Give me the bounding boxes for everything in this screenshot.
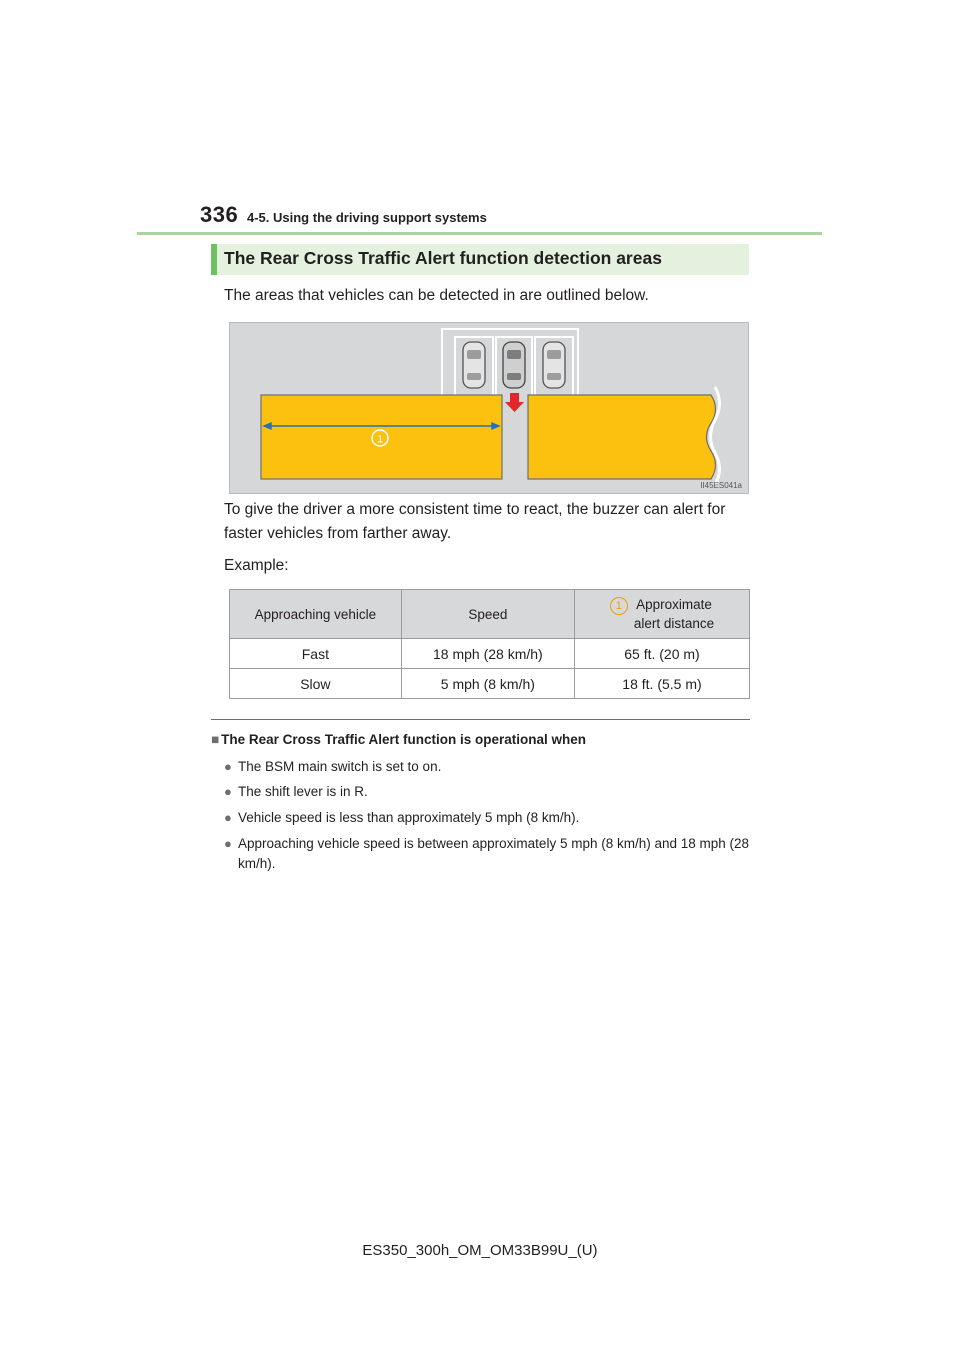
table-header-row [230, 590, 750, 639]
car-icon [463, 342, 485, 388]
cell-distance: 65 ft. (20 m) [574, 639, 749, 669]
chapter-title: 4-5. Using the driving support systems [247, 210, 487, 225]
cell-distance: 18 ft. (5.5 m) [574, 669, 749, 699]
list-item-text: The BSM main switch is set to on. [238, 759, 442, 774]
cell-vehicle: Slow [230, 669, 402, 699]
figure-code: II45ES041a [700, 481, 742, 490]
subsection-heading-text: The Rear Cross Traffic Alert function is operational when [221, 732, 586, 747]
list-item-text: Approaching vehicle speed is between approximately 5 mph (8 km/h) and 18 mph (28 km/h). [238, 836, 750, 871]
section-title: The Rear Cross Traffic Alert function detection areas [224, 248, 662, 268]
list-item-text: The shift lever is in R. [238, 784, 368, 799]
right-detection-zone [528, 395, 716, 479]
example-label: Example: [224, 557, 289, 574]
cell-speed: 5 mph (8 km/h) [401, 669, 574, 699]
bullet-icon: ● [224, 836, 232, 851]
cell-vehicle: Fast [230, 639, 402, 669]
list-item [224, 782, 750, 802]
callout-marker: 1 [610, 597, 628, 615]
list-item [224, 757, 750, 777]
list-item-text: Vehicle speed is less than approximately 5 mph (8 km/h). [238, 810, 580, 825]
bullet-icon: ● [224, 759, 232, 774]
detection-area-figure [229, 322, 749, 494]
detection-area-diagram [230, 323, 748, 493]
column-header-distance [574, 590, 749, 639]
list-item [224, 808, 750, 828]
list-item [224, 834, 750, 874]
column-header-speed: Speed [401, 590, 574, 639]
section-heading-bar [211, 244, 749, 275]
svg-text:1: 1 [376, 433, 384, 446]
reverse-direction-arrow-icon [505, 393, 524, 412]
subsection-divider [211, 719, 750, 720]
alert-distance-table [229, 589, 750, 699]
bullet-icon: ● [224, 784, 232, 799]
square-bullet-icon: ■ [211, 732, 220, 747]
subsection-heading [211, 732, 586, 747]
column-header-vehicle: Approaching vehicle [230, 590, 402, 639]
table-row [230, 669, 750, 699]
cell-speed: 18 mph (28 km/h) [401, 639, 574, 669]
header-divider [137, 232, 822, 235]
intro-paragraph: The areas that vehicles can be detected in are outlined below. [224, 287, 649, 304]
body-paragraph: To give the driver a more consistent time to react, the buzzer can alert for faster vehicles from farther away. [224, 501, 726, 542]
car-icon [543, 342, 565, 388]
table-row [230, 639, 750, 669]
document-code-footer: ES350_300h_OM_OM33B99U_(U) [362, 1242, 598, 1259]
car-icon [503, 342, 525, 388]
bullet-icon: ● [224, 810, 232, 825]
column-header-distance-line2: alert distance [633, 616, 715, 631]
column-header-distance-line1: Approximate [636, 597, 712, 612]
page-number: 336 [200, 202, 239, 227]
